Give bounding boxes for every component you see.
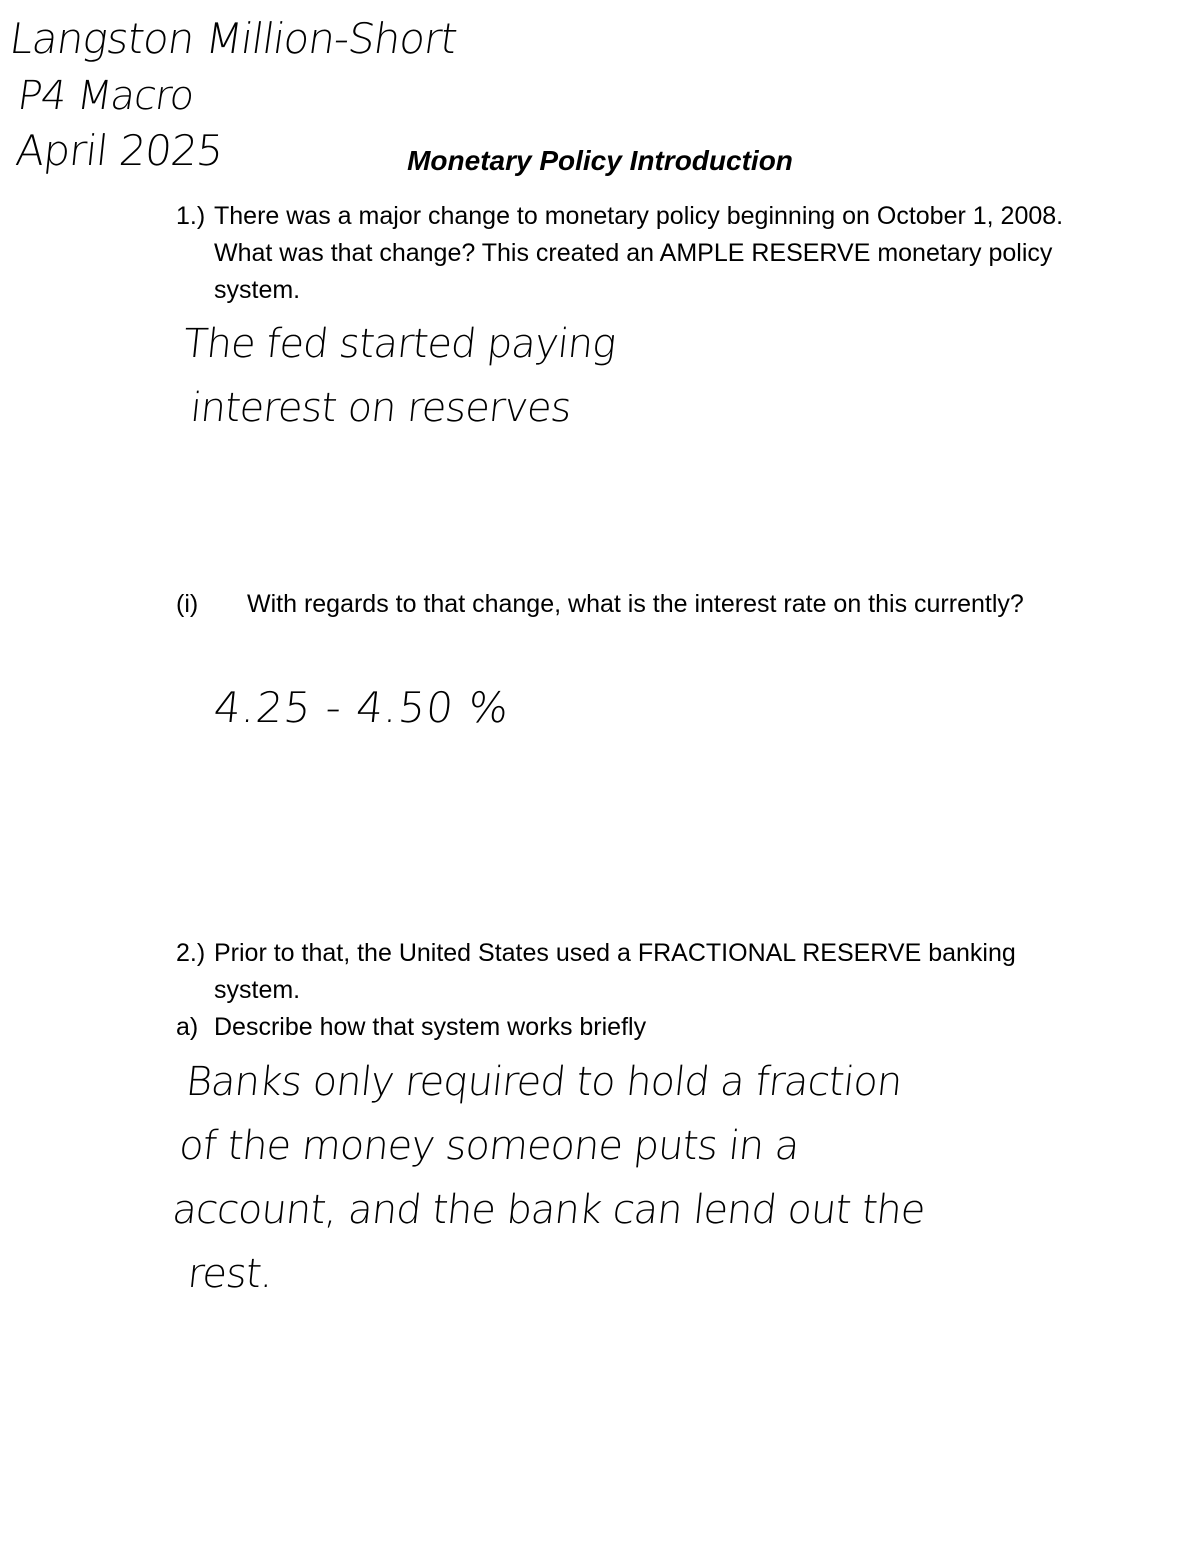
question-2a-text: Describe how that system works briefly xyxy=(214,1013,647,1041)
answer-2a-line: Banks only required to hold a fraction xyxy=(183,1059,904,1105)
question-2 xyxy=(176,935,1076,1009)
question-2a xyxy=(176,1009,1076,1046)
answer-2a xyxy=(163,1050,942,1306)
student-name: Langston Million-Short xyxy=(6,14,460,63)
question-1-text: There was a major change to monetary policy beginning on October 1, 2008. What was that change? This created an AMPLE RESERVE monetary policy system. xyxy=(214,202,1064,304)
answer-2a-line: account, and the bank can lend out the xyxy=(170,1187,927,1233)
answer-1-line: interest on reserves xyxy=(188,385,573,431)
question-1-i-number: (i) xyxy=(176,590,199,618)
answer-1 xyxy=(173,312,618,440)
answer-2a-line: rest. xyxy=(185,1251,275,1297)
answer-2a-line: of the money someone puts in a xyxy=(176,1123,801,1169)
question-1 xyxy=(176,198,1076,309)
question-2a-number: a) xyxy=(176,1013,199,1041)
question-1-number: 1.) xyxy=(176,202,206,230)
date: April 2025 xyxy=(13,126,225,175)
question-1-i xyxy=(176,586,1076,623)
answer-1-i: 4.25 - 4.50 % xyxy=(211,683,512,732)
question-2-text: Prior to that, the United States used a FRACTIONAL RESERVE banking system. xyxy=(214,939,1016,1004)
page-title-text: Monetary Policy Introduction xyxy=(407,145,793,176)
class-name: P4 Macro xyxy=(14,73,197,119)
question-1-i-text: With regards to that change, what is the interest rate on this currently? xyxy=(247,590,1024,618)
answer-1-line: The fed started paying xyxy=(180,321,618,367)
question-2-number: 2.) xyxy=(176,939,206,967)
page-title xyxy=(0,145,1200,177)
